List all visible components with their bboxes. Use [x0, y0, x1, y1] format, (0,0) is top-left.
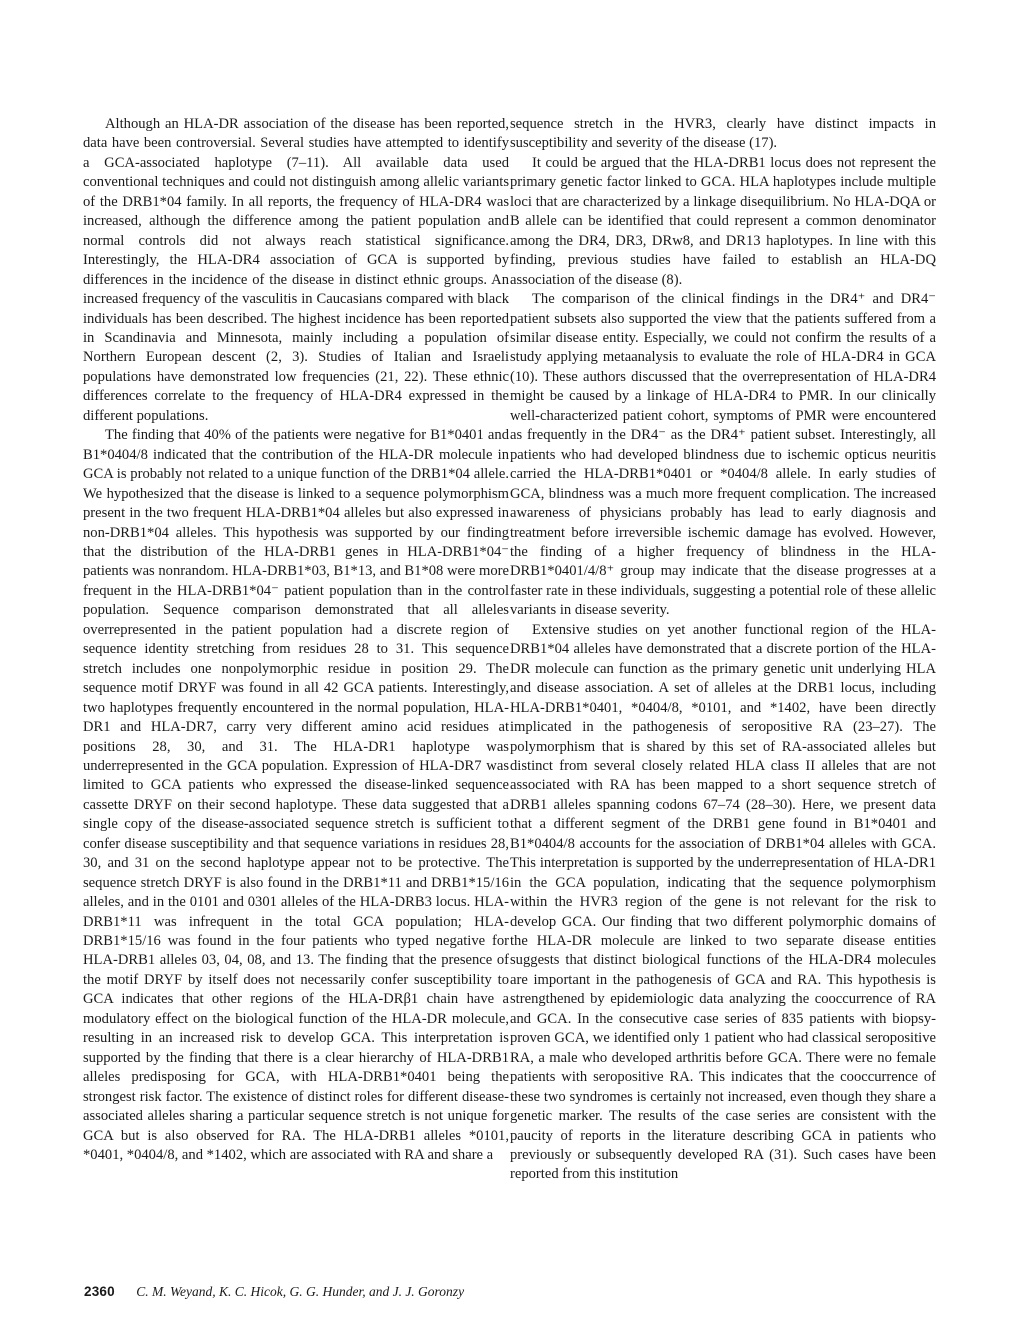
paragraph-hla-dr-association: Although an HLA-DR association of the disease has been reported, data have been controversial. Several studies have attempted to identify a GCA-associated haplotype (7–11). All available data used conventional techniques and could not distinguish among allelic variants of the DRB1*04 family. In all reports, the frequency of HLA-DR4 was increased, although the difference among the patient population and normal controls did not always reach statistical significance. Interestingly, the HLA-DR4 association of GCA is supported by differences in the incidence of the disease in distinct ethnic groups. An increased frequency of the vasculitis in Caucasians compared with black individuals has been described. The highest incidence has been reported in Scandinavia and Minnesota, mainly including a population of Northern European descent (2, 3). Studies of Italian and Israeli populations have demonstrated low frequencies (21, 22). These ethnic differences correlate to the frequency of HLA-DR4 expressed in the different populations. — [83, 116, 509, 424]
paragraph-dryf-sequence-motif: The finding that 40% of the patients were negative for B1*0401 and B1*0404/8 indicated that the contribution of the HLA-DR molecule in GCA is probably not related to a unique function of the DRB1*04 allele. We hypothesized that the disease is linked to a sequence polymorphism present in the two frequent HLA-DRB1*04 alleles but also expressed in non-DRB1*04 alleles. This hypothesis was supported by our finding that the distribution of the HLA-DRB1 genes in HLA-DRB1*04⁻ patients was nonrandom. HLA-DRB1*03, B1*13, and B1*08 were more frequent in the HLA-DRB1*04⁻ patient population than in the control population. Sequence comparison demonstrated that all alleles overrepresented in the patient population had a discrete region of sequence identity stretching from residues 28 to 31. This sequence stretch includes one nonpolymorphic residue in position 29. The sequence motif DRYF was found in all 42 GCA patients. Interestingly, two haplotypes frequently encountered in the normal population, HLA-DR1 and HLA-DR7, carry very different amino acid residues at positions 28, 30, and 31. The HLA-DR1 haplotype was underrepresented in the GCA population. Expression of HLA-DR7 was limited to GCA patients who expressed the disease-linked sequence cassette DRYF on their second haplotype. These data suggested that a single copy of the disease-associated sequence stretch is sufficient to confer disease susceptibility and that sequence variations in residues 28, 30, and 31 on the second haplotype appear not to be protective. The sequence stretch DRYF is also found in the DRB1*11 and DRB1*15/16 alleles, and in the 0101 and 0301 alleles of the HLA-DRB3 locus. HLA-DRB1*11 was infrequent in the total GCA population; HLA-DRB1*15/16 was found in the four patients who typed negative for HLA-DRB1 alleles 03, 04, 08, and 13. The finding that the presence of the motif DRYF by itself does not necessarily confer susceptibility to GCA indicates that other regions of the HLA-DRβ1 chain have a modulatory effect on the biological function of the HLA-DR molecule, resulting in an increased risk to develop GCA. This interpretation is supported by the finding that there is a clear hierarchy of HLA-DRB1 alleles predisposing for GCA, with HLA-DRB1*0401 being the strongest risk factor. The existence of distinct roles for different disease-associated alleles sharing a particular sequence stretch is not unique for GCA but is also observed for RA. The HLA-DRB1 alleles *0101, *0401, *0404/8, and *1402, which are associated with RA and share a — [83, 427, 509, 1164]
paragraph-clinical-findings: The comparison of the clinical findings in the DR4⁺ and DR4⁻ patient subsets also supported the view that the patients suffered from a similar disease entity. Especially, we could not confirm the results of a study applying metaanalysis to evaluate the role of HLA-DR4 in GCA (10). These authors discussed that the overrepresentation of HLA-DR4 might be caused by a linkage of HLA-DR4 to PMR. In our clinically well-characterized patient cohort, symptoms of PMR were encountered as frequently in the DR4⁻ as the DR4⁺ patient subset. Interestingly, all patients who had developed blindness due to ischemic opticus neuritis carried the HLA-DRB1*0401 or *0404/8 allele. In early studies of GCA, blindness was a much more frequent complication. The increased awareness of physicians probably has lead to early diagnosis and treatment before irreversible ischemic damage has evolved. However, the finding of a higher frequency of blindness in the HLA-DRB1*0401/4/8⁺ group may indicate that the disease progresses at a faster rate in these individuals, suggesting a potential role of these allelic variants in disease severity. — [510, 291, 936, 619]
paragraph-functional-region: Extensive studies on yet another functional region of the HLA-DRB1*04 alleles have demonstrated that a discrete portion of the HLA-DR molecule can function as the primary genetic unit underlying HLA and disease association. A set of alleles at the DRB1 locus, including HLA-DRB1*0401, *0404/8, *0101, and *1402, have been directly implicated in the pathogenesis of seropositive RA (23–27). The polymorphism that is shared by this set of RA-associated alleles but distinct from several closely related HLA class II alleles that are not associated with RA has been mapped to a short sequence stretch of DRB1 alleles spanning codons 67–74 (28–30). Here, we present data that a different segment of the DRB1 gene found in B1*0401 and B1*0404/8 accounts for the association of DRB1*04 alleles with GCA. This interpretation is supported by the underrepresentation of HLA-DR1 in the GCA population, indicating that the sequence polymorphism within the HVR3 region of the gene is not relevant for the risk to develop GCA. Our finding that two different polymorphic domains of the HLA-DR molecule are linked to two separate disease entities suggests that distinct biological functions of the HLA-DR4 molecules are important in the pathogenesis of GCA and RA. This hypothesis is strengthened by epidemiologic data analyzing the cooccurrence of RA and GCA. In the consecutive case series of 835 patients with biopsy-proven GCA, we identified only 1 patient who had classical seropositive RA, a male who developed arthritis before GCA. There were no female patients with seropositive RA. This indicates that the cooccurrence of these two syndromes is certainly not increased, even though they share a genetic marker. The results of the case series are consistent with the paucity of reports in the literature describing GCA in patients who previously or subsequently developed RA (31). Such cases have been reported from this institution — [510, 621, 936, 1183]
page-number: 2360 — [84, 1284, 115, 1299]
paragraph-continuation: sequence stretch in the HVR3, clearly have distinct impacts in susceptibility and severity of the disease (17). — [510, 116, 936, 152]
right-column — [510, 115, 936, 1185]
page-footer — [84, 1283, 464, 1301]
left-column — [83, 115, 509, 1165]
running-footer-authors: C. M. Weyand, K. C. Hicok, G. G. Hunder, and J. J. Goronzy — [136, 1284, 465, 1299]
paragraph-drb1-locus-argument: It could be argued that the HLA-DRB1 locus does not represent the primary genetic factor linked to GCA. HLA haplotypes include multiple loci that are characterized by a linkage disequilibrium. No HLA-DQA or B allele can be identified that could represent a common denominator among the DR4, DR3, DRw8, and DR13 haplotypes. In line with this finding, previous studies have failed to establish an HLA-DQ association of the disease (8). — [510, 154, 936, 288]
